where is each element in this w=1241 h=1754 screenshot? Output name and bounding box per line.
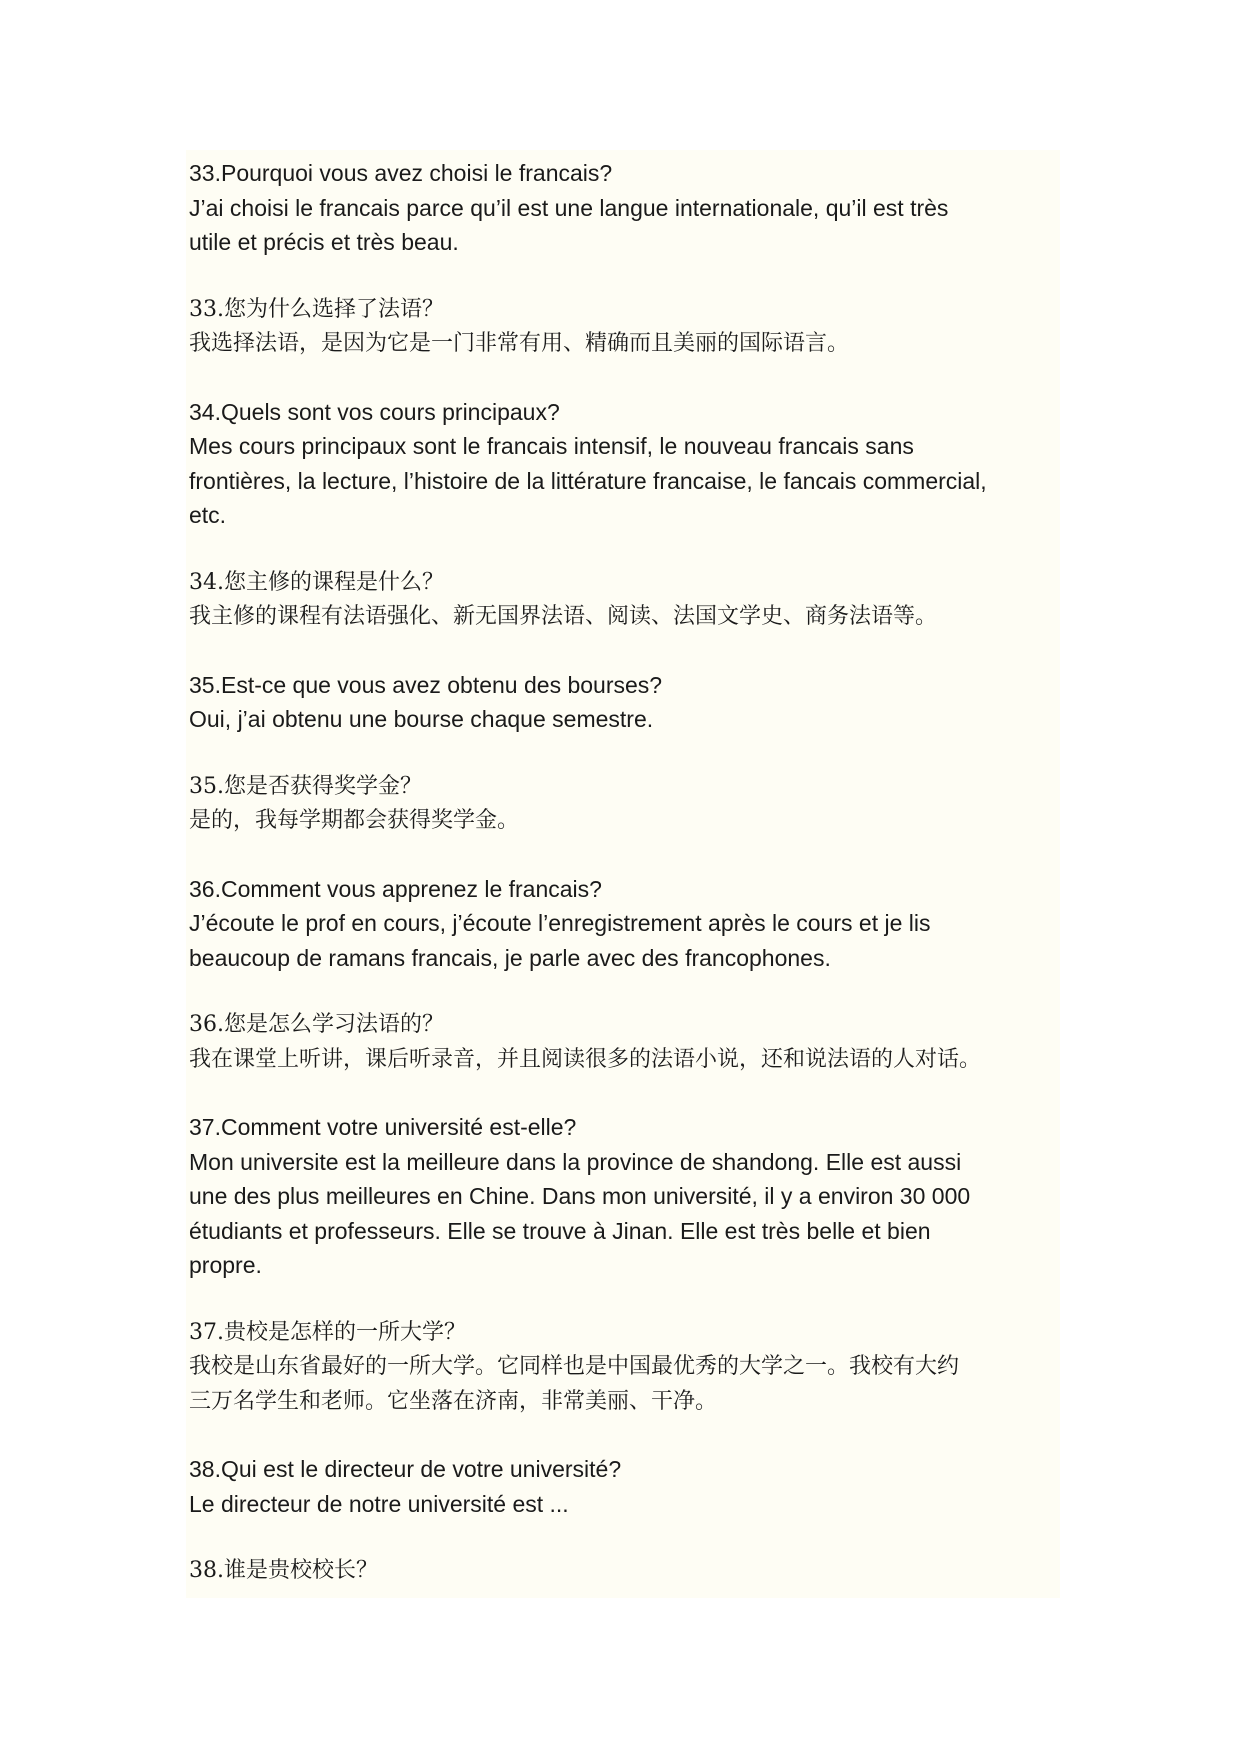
- fr-answer-34-line-3: etc.: [189, 502, 227, 528]
- zh-question-33: 33.您为什么选择了法语？: [189, 296, 444, 322]
- fr-answer-37-line-1: Mon universite est la meilleure dans la province de shandong. Elle est aussi: [189, 1148, 962, 1175]
- zh-question-34: 34.您主修的课程是什么？: [189, 569, 444, 595]
- fr-question-33: 33.Pourquoi vous avez choisi le francais?: [189, 160, 613, 186]
- fr-answer-37-line-3: étudiants et professeurs. Elle se trouve à Jinan. Elle est très belle et bien: [189, 1217, 931, 1244]
- fr-question-35: 35.Est-ce que vous avez obtenu des bourses?: [189, 671, 663, 698]
- fr-answer-33-line-1: J’ai choisi le francais parce qu’il est une langue internationale, qu’il est très: [189, 194, 949, 221]
- zh-answer-37-line-2: 三万名学生和老师。它坐落在济南，非常美丽、干净。: [189, 1388, 718, 1414]
- zh-question-38: 38.谁是贵校校长？: [189, 1558, 378, 1583]
- zh-question-36: 36.您是怎么学习法语的？: [189, 1012, 444, 1037]
- fr-question-38: 38.Qui est le directeur de votre université?: [189, 1456, 622, 1482]
- fr-answer-35-line-1: Oui, j’ai obtenu une bourse chaque semestre.: [189, 706, 654, 732]
- fr-answer-34-line-2: frontières, la lecture, l’histoire de la littérature francaise, le fancais commercial,: [189, 467, 987, 494]
- fr-answer-37-line-4: propre.: [189, 1252, 262, 1278]
- zh-question-37: 37.贵校是怎样的一所大学？: [189, 1319, 466, 1345]
- fr-answer-36-line-1: J’écoute le prof en cours, j’écoute l’enregistrement après le cours et je lis: [189, 910, 931, 936]
- fr-answer-33-line-2: utile et précis et très beau.: [189, 229, 459, 255]
- zh-answer-34-line-1: 我主修的课程有法语强化、新无国界法语、阅读、法国文学史、商务法语等。: [189, 604, 938, 629]
- fr-answer-34-line-1: Mes cours principaux sont le francais intensif, le nouveau francais sans: [189, 433, 914, 459]
- zh-answer-33-line-1: 我选择法语，是因为它是一门非常有用、精确而且美丽的国际语言。: [189, 331, 850, 356]
- fr-answer-36-line-2: beaucoup de ramans francais, je parle avec des francophones.: [189, 944, 831, 971]
- fr-answer-37-line-2: une des plus meilleures en Chine. Dans mon université, il y a environ 30 000: [189, 1183, 971, 1209]
- zh-answer-37-line-1: 我校是山东省最好的一所大学。它同样也是中国最优秀的大学之一。我校有大约: [189, 1354, 960, 1379]
- zh-answer-36-line-1: 我在课堂上听讲，课后听录音，并且阅读很多的法语小说，还和说法语的人对话。: [189, 1046, 982, 1072]
- fr-answer-38-line-1: Le directeur de notre université est ...: [189, 1490, 569, 1517]
- fr-question-37: 37.Comment votre université est-elle?: [189, 1114, 577, 1140]
- qa-content: [189, 156, 1069, 1589]
- zh-question-35: 35.您是否获得奖学金？: [189, 773, 422, 799]
- zh-answer-35-line-1: 是的，我每学期都会获得奖学金。: [189, 808, 520, 833]
- fr-question-36: 36.Comment vous apprenez le francais?: [189, 875, 602, 902]
- fr-question-34: 34.Quels sont vos cours principaux?: [189, 398, 560, 425]
